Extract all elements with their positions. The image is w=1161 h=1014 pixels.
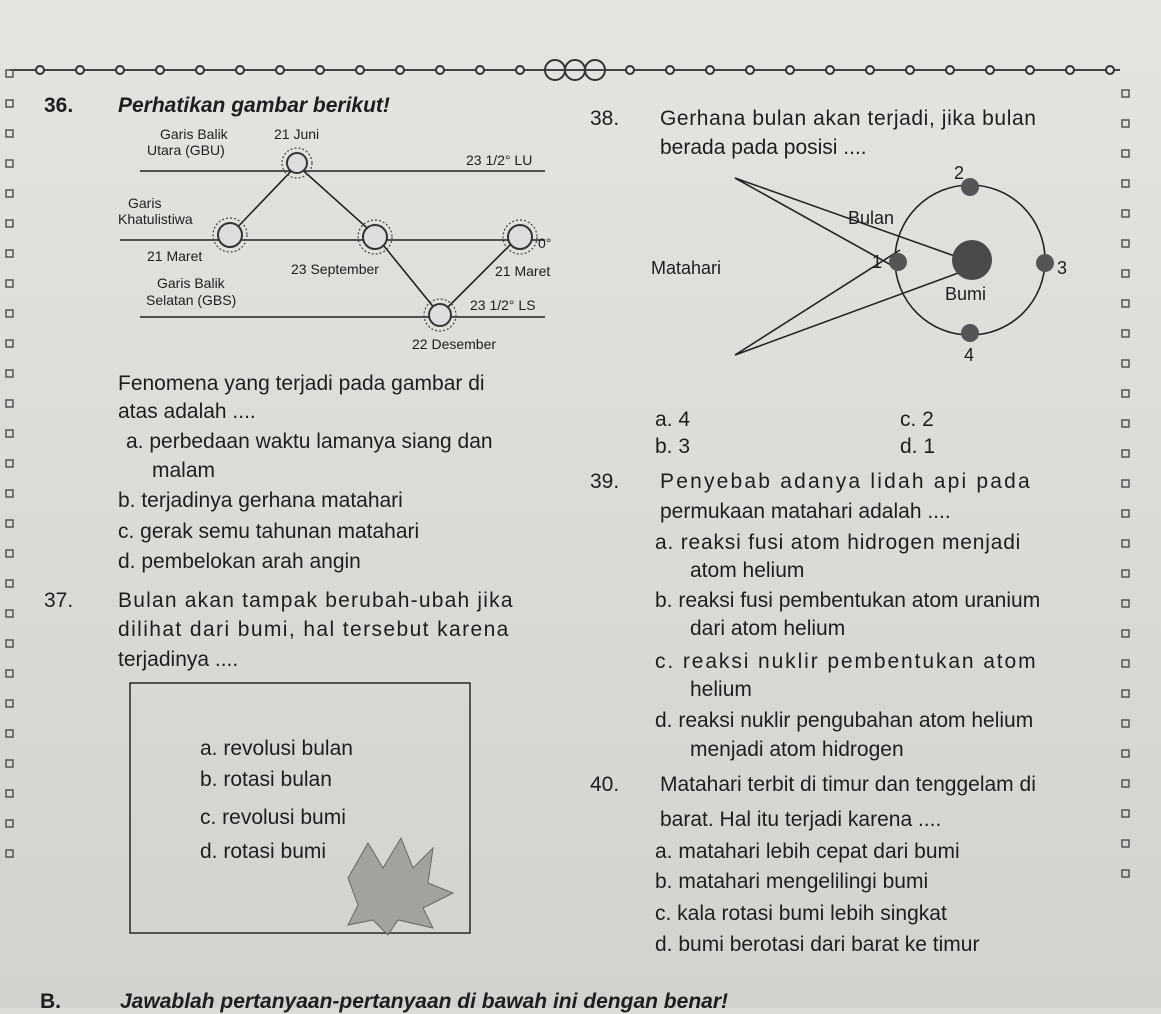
- q38-option-c: c. 2: [900, 408, 934, 431]
- q39-line-2: permukaan matahari adalah ....: [660, 500, 951, 523]
- q36-option-a-2: malam: [152, 459, 216, 482]
- q36-option-b: b. terjadinya gerhana matahari: [118, 489, 403, 512]
- position-1-label: 1: [872, 252, 883, 272]
- right-binding-decoration: [1116, 80, 1136, 920]
- q36-option-d: d. pembelokan arah angin: [118, 550, 361, 573]
- q40-line-1: Matahari terbit di timur dan tenggelam di: [660, 773, 1036, 796]
- q38-line-1: Gerhana bulan akan terjadi, jika bulan: [660, 107, 1037, 130]
- gbs-label-2: Selatan (GBS): [146, 292, 237, 308]
- q39-option-b-2: dari atom helium: [690, 617, 846, 640]
- q38-option-a: a. 4: [655, 408, 691, 431]
- equator-label-1: Garis: [128, 195, 162, 211]
- lu-label: 23 1/2° LU: [466, 152, 533, 168]
- sun-label: Matahari: [651, 258, 722, 278]
- q39-option-b-1: b. reaksi fusi pembentukan atom uranium: [655, 589, 1041, 612]
- sun-march-right-icon: [508, 225, 532, 249]
- section-b-letter: B.: [40, 990, 61, 1013]
- sun-march-left-icon: [218, 223, 242, 247]
- q38-option-b: b. 3: [655, 435, 691, 458]
- q37-option-a: a. revolusi bulan: [200, 737, 353, 760]
- q37-line-2: dilihat dari bumi, hal tersebut karena: [118, 618, 510, 641]
- q39-line-1: Penyebab adanya lidah api pada: [660, 470, 1032, 493]
- earth-label: Bumi: [945, 284, 987, 304]
- q37-option-c: c. revolusi bumi: [200, 806, 346, 829]
- ls-label: 23 1/2° LS: [470, 297, 536, 313]
- q39-option-c-1: c. reaksi nuklir pembentukan atom: [655, 650, 1038, 673]
- position-2-label: 2: [954, 163, 965, 183]
- q37-option-b: b. rotasi bulan: [200, 768, 332, 791]
- q40-option-c: c. kala rotasi bumi lebih singkat: [655, 902, 947, 925]
- earth-icon: [952, 240, 992, 280]
- q39-option-a-2: atom helium: [690, 559, 805, 582]
- sun-september-icon: [363, 225, 387, 249]
- left-binding-decoration: [0, 60, 20, 900]
- q37-line-1: Bulan akan tampak berubah-ubah jika: [118, 589, 514, 612]
- q39-option-d-1: d. reaksi nuklir pengubahan atom helium: [655, 709, 1034, 732]
- moon-position-3-icon: [1036, 254, 1054, 272]
- q39-option-a-1: a. reaksi fusi atom hidrogen menjadi: [655, 531, 1022, 554]
- q37-line-3: terjadinya ....: [118, 648, 239, 671]
- q40-line-2: barat. Hal itu terjadi karena ....: [660, 808, 942, 831]
- q38-line-2: berada pada posisi ....: [660, 136, 867, 159]
- q37-number: 37.: [44, 589, 74, 612]
- equator-label-2: Khatulistiwa: [118, 211, 193, 227]
- q36-question-2: atas adalah ....: [118, 400, 256, 423]
- q37-option-d: d. rotasi bumi: [200, 840, 327, 863]
- q40-number: 40.: [590, 773, 620, 796]
- q40-option-a: a. matahari lebih cepat dari bumi: [655, 840, 960, 863]
- gbu-label-2: Utara (GBU): [147, 142, 225, 158]
- moon-position-1-icon: [889, 253, 907, 271]
- q40-option-b: b. matahari mengelilingi bumi: [655, 870, 929, 893]
- q39-number: 39.: [590, 470, 620, 493]
- q38-option-d: d. 1: [900, 435, 936, 458]
- q38-number: 38.: [590, 107, 620, 130]
- sun-june-icon: [287, 153, 307, 173]
- december-label: 22 Desember: [412, 336, 497, 352]
- gbs-label-1: Garis Balik: [157, 275, 225, 291]
- moon-label: Bulan: [848, 208, 895, 228]
- q36-option-c: c. gerak semu tahunan matahari: [118, 520, 420, 543]
- zero-degree-label: 0°: [538, 235, 552, 251]
- q40-option-d: d. bumi berotasi dari barat ke timur: [655, 933, 980, 956]
- q39-option-d-2: menjadi atom hidrogen: [690, 738, 904, 761]
- q36-number: 36.: [44, 94, 74, 117]
- q36-option-a-1: a. perbedaan waktu lamanya siang dan: [126, 430, 493, 453]
- section-b-title: Jawablah pertanyaan-pertanyaan di bawah ini dengan benar!: [120, 990, 728, 1013]
- position-3-label: 3: [1057, 258, 1068, 278]
- q36-prompt: Perhatikan gambar berikut!: [118, 94, 390, 117]
- moon-position-4-icon: [961, 324, 979, 342]
- sun-december-icon: [429, 304, 451, 326]
- march-right-label: 21 Maret: [495, 263, 551, 279]
- june-label: 21 Juni: [274, 126, 320, 142]
- march-left-label: 21 Maret: [147, 248, 203, 264]
- q39-option-c-2: helium: [690, 678, 752, 701]
- top-chain-decoration: [0, 0, 1161, 100]
- q36-question-1: Fenomena yang terjadi pada gambar di: [118, 372, 485, 395]
- position-4-label: 4: [964, 345, 975, 365]
- september-label: 23 September: [291, 261, 379, 277]
- gbu-label-1: Garis Balik: [160, 126, 228, 142]
